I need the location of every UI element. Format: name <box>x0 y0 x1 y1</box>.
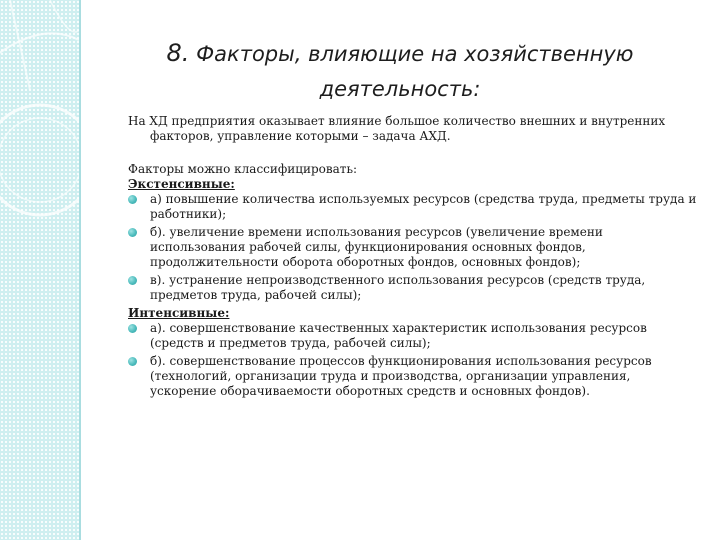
classification-lead: Факторы можно классифицировать: <box>128 162 358 176</box>
intro-paragraph: На ХД предприятия оказывает влияние большое количество внешних и внутренних факторов, управление которыми – задача АХД. <box>128 114 666 143</box>
title-text-1: Факторы, влияющие на хозяйственную <box>196 42 634 66</box>
slide-body <box>128 114 698 402</box>
intensive-item-text: а). совершенствование качественных характеристик использования ресурсов (средств и предметов труда, рабочей силы); <box>150 321 647 350</box>
extensive-item-text: в). устранение непроизводственного использования ресурсов (средств труда, предметов труда, рабочей силы); <box>150 273 646 302</box>
title-line-1 <box>100 36 700 72</box>
side-band-border <box>79 0 81 540</box>
spacer <box>128 144 698 162</box>
bullet-icon <box>128 357 137 366</box>
decorative-swirl-graphic <box>0 0 79 540</box>
extensive-item-text: б). увеличение времени использования ресурсов (увеличение времени использования рабочей силы, функционирования основных фондов, продолжительности оборота оборотных фондов, основных фондов); <box>150 225 603 269</box>
intensive-heading: Интенсивные: <box>128 306 230 320</box>
bullet-icon <box>128 324 137 333</box>
extensive-item-text: а) повышение количества используемых ресурсов (средства труда, предметы труда и работники); <box>150 192 697 221</box>
bullet-icon <box>128 276 137 285</box>
intensive-item-text: б). совершенствование процессов функционирования использования ресурсов (технологий, организации труда и производства, организации управления, ускорение оборачиваемости оборотных средств и основных фондов). <box>150 354 652 398</box>
extensive-item <box>128 225 698 270</box>
extensive-heading: Экстенсивные: <box>128 177 235 191</box>
title-line-2: деятельность: <box>319 77 481 101</box>
title-number: 8. <box>166 39 190 67</box>
bullet-icon <box>128 228 137 237</box>
extensive-item <box>128 192 698 222</box>
extensive-item <box>128 273 698 303</box>
slide-title <box>100 36 700 107</box>
intensive-item <box>128 321 698 351</box>
intensive-item <box>128 354 698 399</box>
decorative-side-band <box>0 0 79 540</box>
bullet-icon <box>128 195 137 204</box>
